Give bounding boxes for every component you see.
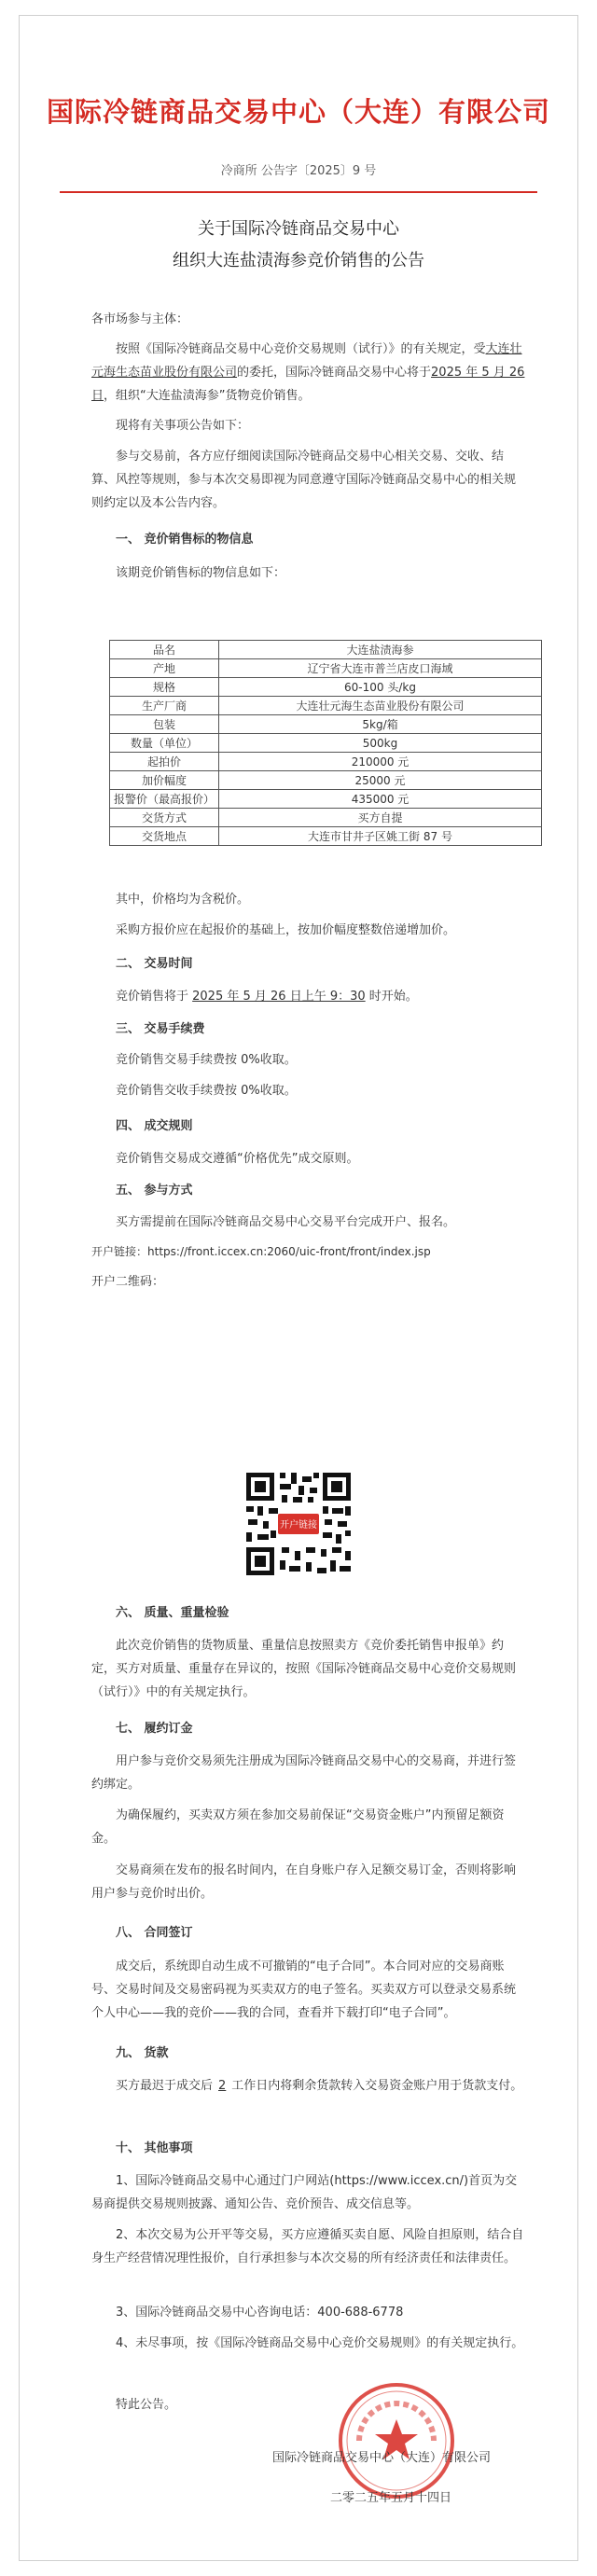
table-cell: 435000 元 [219,790,542,809]
intro-text-2: 的委托，国际冷链商品交易中心将于 [237,366,432,380]
intro-announce: 现将有关事项公告如下： [116,419,250,433]
intro-text-3: ，组织“大连盐渍海参”货物竞价销售。 [104,389,311,403]
spec-table [109,640,542,846]
notice-paragraph: 参与交易前，各方应仔细阅读国际冷链商品交易中心相关交易、交收、结算、风控等规则，参与本次交易即视为同意遵守国际冷链商品交易中心的相关规则约定以及本公告内容。 [91,450,517,510]
signature-org: 国际冷链商品交易中心（大连）有限公司 [272,2451,492,2465]
company-seal [336,2380,457,2501]
section-7-text-3: 交易商须在发布的报名时间内，在自身账户存入足额交易订金，否则将影响用户参与竞价时出价。 [91,1863,517,1901]
intro-paragraph [91,338,526,408]
table-row [110,678,542,697]
section-3-heading: 三、 交易手续费 [116,1022,205,1036]
table-cell: 辽宁省大连市普兰店皮口海域 [219,659,542,678]
notice-title-line1: 关于国际冷链商品交易中心 [198,219,399,239]
table-row [110,790,542,809]
table-row [110,827,542,846]
section-9-text-a: 买方最迟于成交后 [116,2079,214,2093]
section-9-text [91,2074,526,2098]
org-title: 国际冷链商品交易中心（大连）有限公司 [46,96,550,128]
delivery-fee-text: 竞价销售交收手续费按 0%收取。 [116,1084,297,1098]
table-cell: 大连市甘井子区姚工街 87 号 [219,827,542,846]
signup-link-label: 开户链接： [91,1245,148,1258]
table-cell: 买方自提 [219,809,542,827]
table-cell: 规格 [110,678,219,697]
table-row [110,659,542,678]
section-2-text [91,985,526,1008]
payment-days: 2 [218,2079,227,2093]
table-row [110,734,542,753]
consignor-name: 大连壮元海生态苗业股份有限公司 [91,342,522,380]
section-4-heading: 四、 成交规则 [116,1119,193,1133]
section-5-text: 买方需提前在国际冷链商品交易中心交易平台完成开户、报名。 [116,1215,456,1229]
table-cell: 交货方式 [110,809,219,827]
salutation: 各市场参与主体： [91,312,189,326]
section-10-text-4: 4、未尽事项，按《国际冷链商品交易中心竞价交易规则》的有关规定执行。 [116,2336,524,2350]
signature-date: 二零二五年五月十四日 [330,2491,452,2505]
table-cell: 210000 元 [219,753,542,771]
auction-start-time: 2025 年 5 月 26 日上午 9：30 [192,990,366,1004]
bid-increment-note: 采购方报价应在起报价的基础上，按加价幅度整数倍递增加价。 [116,923,456,937]
table-cell: 包装 [110,715,219,734]
section-6-heading: 六、 质量、重量检验 [116,1606,229,1620]
table-cell: 起拍价 [110,753,219,771]
table-cell: 数量（单位） [110,734,219,753]
table-row [110,809,542,827]
table-row [110,715,542,734]
section-10-text-2: 2、本次交易为公开平等交易，买方应遵循买卖自愿、风险自担原则，结合自身生产经营情况理性报价，自行承担参与本次交易的所有经济责任和法律责任。 [91,2228,524,2265]
section-8-heading: 八、 合同签订 [116,1926,193,1940]
table-cell: 大连盐渍海参 [219,641,542,659]
section-9-heading: 九、 货款 [116,2046,169,2060]
qr-caption: 开户链接 [280,1520,317,1530]
signup-qr-code[interactable] [243,1469,354,1579]
section-1-heading: 一、 竞价销售标的物信息 [116,533,254,547]
section-7-text-1: 用户参与竞价交易须先注册成为国际冷链商品交易中心的交易商，并进行签约绑定。 [91,1754,517,1792]
section-4-text: 竞价销售交易成交遵循“价格优先”成交原则。 [116,1152,359,1166]
auction-date: 2025 年 5 月 26 日 [91,366,525,403]
table-cell: 交货地点 [110,827,219,846]
section-7-heading: 七、 履约订金 [116,1722,193,1736]
table-cell: 大连壮元海生态苗业股份有限公司 [219,697,542,715]
section-9-text-b: 工作日内将剩余货款转入交易资金账户用于货款支付。 [231,2079,523,2093]
table-cell: 报警价（最高报价） [110,790,219,809]
table-cell: 加价幅度 [110,771,219,790]
table-cell: 25000 元 [219,771,542,790]
table-row [110,771,542,790]
notice-title-line2: 组织大连盐渍海参竞价销售的公告 [173,251,424,270]
section-10-heading: 十、 其他事项 [116,2141,193,2155]
section-2-text-a: 竞价销售将于 [116,990,193,1004]
section-2-heading: 二、 交易时间 [116,957,193,971]
signup-link[interactable]: https://front.iccex.cn:2060/uic-front/front/index.jsp [147,1245,431,1258]
table-row [110,753,542,771]
qr-label: 开户二维码： [91,1275,165,1289]
trading-fee-text: 竞价销售交易手续费按 0%收取。 [116,1053,297,1067]
table-row [110,641,542,659]
section-2-text-b: 时开始。 [365,990,418,1004]
section-6-text: 此次竞价销售的货物质量、重量信息按照卖方《竞价委托销售申报单》约定，买方对质量、重量存在异议的，按照《国际冷链商品交易中心竞价交易规则（试行）》中的有关规定执行。 [91,1639,517,1699]
closing-text: 特此公告。 [116,2398,177,2412]
table-row [110,697,542,715]
section-8-text: 成交后，系统即自动生成不可撤销的“电子合同”。本合同对应的交易商账号、交易时间及交易密码视为买卖双方的电子签名。买卖双方可以登录交易系统个人中心——我的竞价——我的合同，查看并下载打印“电子合同”。 [91,1960,517,2020]
price-note: 其中，价格均为含税价。 [116,893,250,907]
table-cell: 5kg/箱 [219,715,542,734]
header-divider [60,191,537,193]
document-number: 冷商所 公告字〔2025〕9 号 [220,164,377,178]
section-10-text-1: 1、国际冷链商品交易中心通过门户网站(https://www.iccex.cn/)首页为交易商提供交易规则披露、通知公告、竞价预告、成交信息等。 [91,2174,518,2211]
intro-text-1: 按照《国际冷链商品交易中心竞价交易规则（试行）》的有关规定，受 [116,342,486,356]
section-7-text-2: 为确保履约，买卖双方须在参加交易前保证“交易资金账户”内预留足额资金。 [91,1808,505,1846]
table-cell: 60-100 头/kg [219,678,542,697]
table-cell: 品名 [110,641,219,659]
section-10-text-3: 3、国际冷链商品交易中心咨询电话：400-688-6778 [116,2306,404,2320]
table-cell: 生产厂商 [110,697,219,715]
section-5-heading: 五、 参与方式 [116,1184,193,1198]
signup-link-line [91,1240,539,1264]
section-1-text: 该期竞价销售标的物信息如下： [116,566,286,580]
table-cell: 500kg [219,734,542,753]
table-cell: 产地 [110,659,219,678]
